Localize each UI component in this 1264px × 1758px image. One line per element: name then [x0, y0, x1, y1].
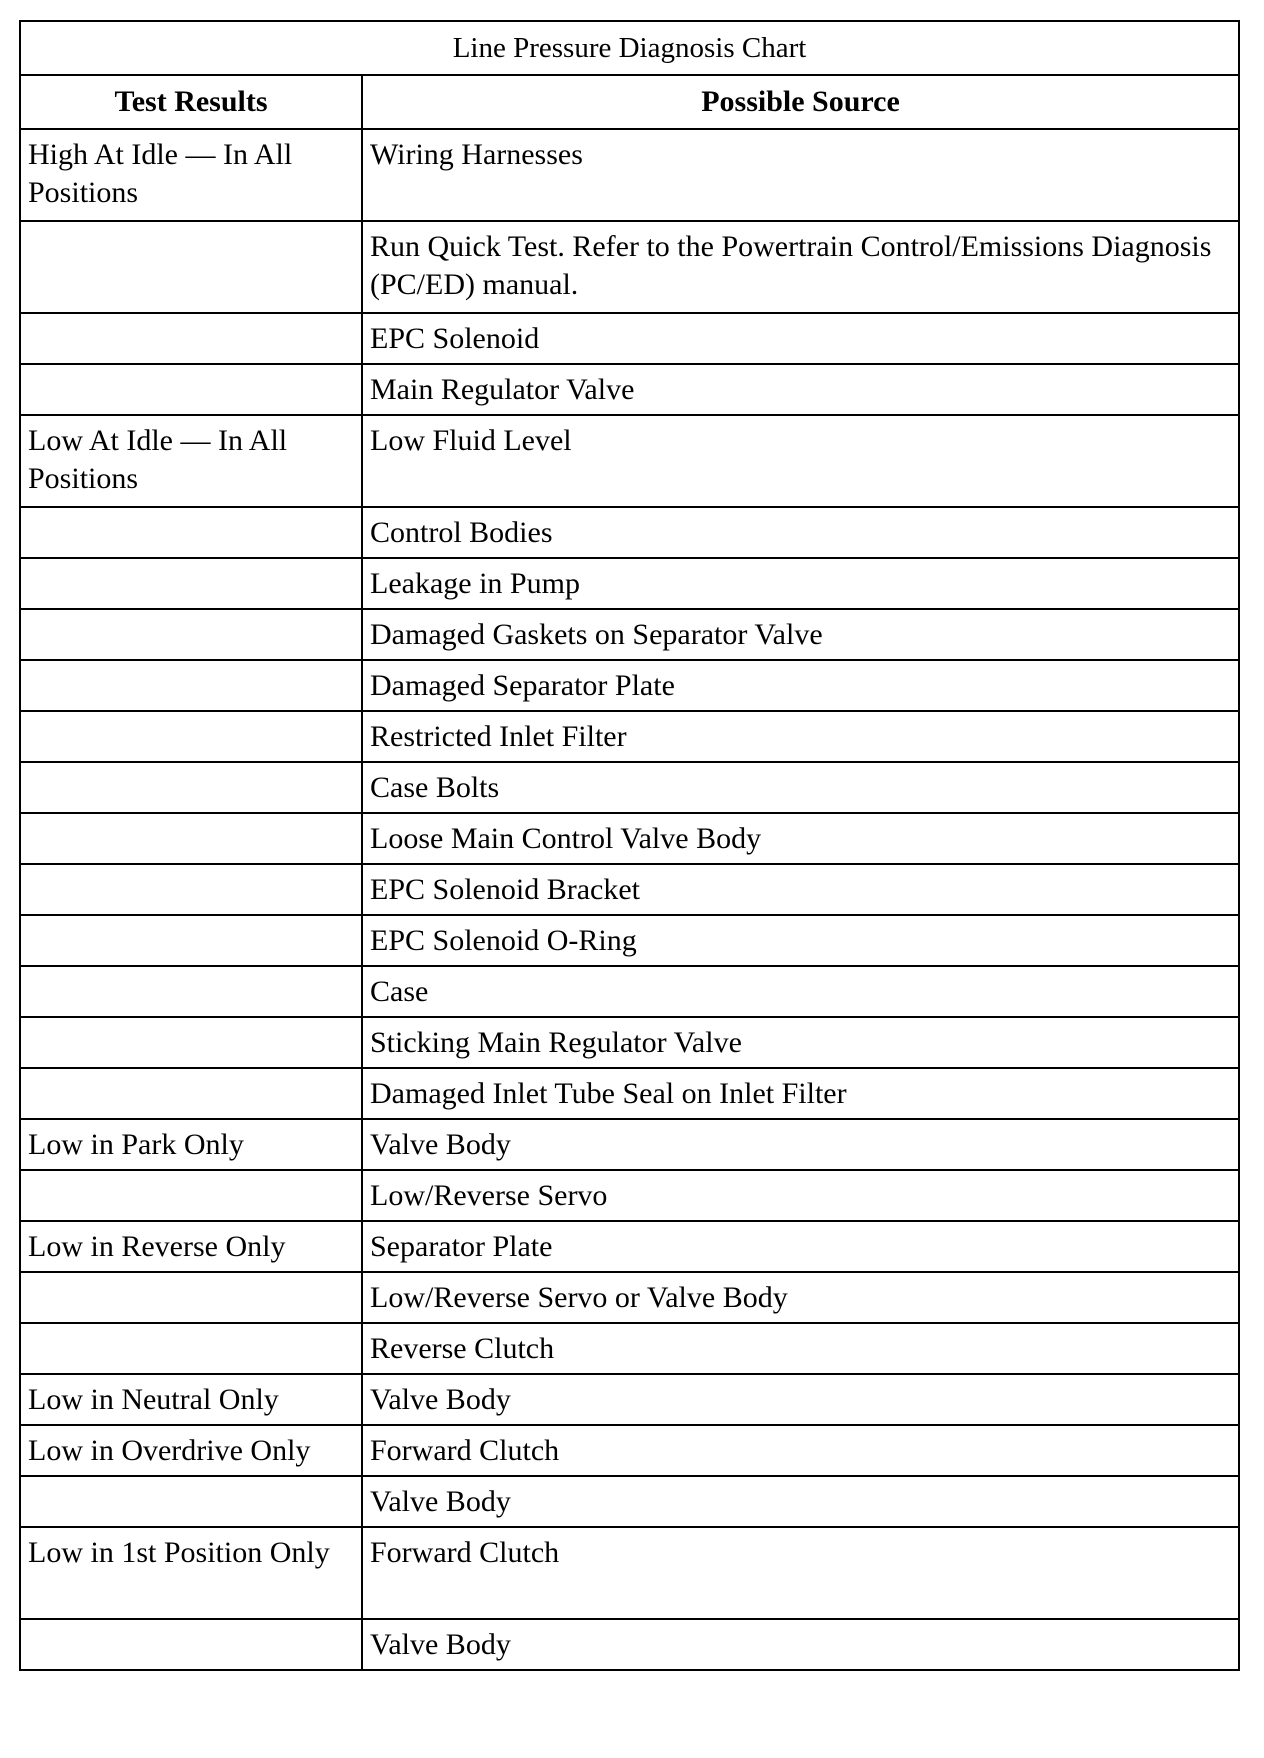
test-result-cell: [20, 762, 362, 813]
possible-source-cell: Case: [362, 966, 1239, 1017]
possible-source-cell: EPC Solenoid: [362, 313, 1239, 364]
possible-source-cell: Valve Body: [362, 1374, 1239, 1425]
test-result-cell: Low in Neutral Only: [20, 1374, 362, 1425]
table-row: [20, 711, 1239, 762]
test-result-cell: [20, 1476, 362, 1527]
possible-source-cell: Reverse Clutch: [362, 1323, 1239, 1374]
test-result-cell: [20, 221, 362, 313]
table-row: [20, 1272, 1239, 1323]
possible-source-cell: Case Bolts: [362, 762, 1239, 813]
table-row: [20, 507, 1239, 558]
possible-source-cell: Sticking Main Regulator Valve: [362, 1017, 1239, 1068]
table-row: [20, 129, 1239, 221]
test-result-cell: Low in Park Only: [20, 1119, 362, 1170]
table-row: [20, 558, 1239, 609]
test-result-cell: Low in Overdrive Only: [20, 1425, 362, 1476]
column-header-possible-source: Possible Source: [362, 75, 1239, 129]
test-result-cell: [20, 711, 362, 762]
table-row: [20, 415, 1239, 507]
table-row: [20, 660, 1239, 711]
possible-source-cell: Separator Plate: [362, 1221, 1239, 1272]
table-row: [20, 1476, 1239, 1527]
possible-source-cell: Run Quick Test. Refer to the Powertrain Control/Emissions Diagnosis (PC/ED) manual.: [362, 221, 1239, 313]
test-result-cell: [20, 966, 362, 1017]
table-caption: Line Pressure Diagnosis Chart: [20, 21, 1239, 75]
table-row: [20, 1017, 1239, 1068]
test-result-cell: Low At Idle — In All Positions: [20, 415, 362, 507]
test-result-cell: [20, 1170, 362, 1221]
possible-source-cell: Wiring Harnesses: [362, 129, 1239, 221]
table-row: [20, 1170, 1239, 1221]
test-result-cell: [20, 364, 362, 415]
table-row: [20, 813, 1239, 864]
possible-source-cell: Valve Body: [362, 1119, 1239, 1170]
test-result-cell: Low in 1st Position Only: [20, 1527, 362, 1619]
test-result-cell: High At Idle — In All Positions: [20, 129, 362, 221]
possible-source-cell: Valve Body: [362, 1619, 1239, 1670]
possible-source-cell: Damaged Gaskets on Separator Valve: [362, 609, 1239, 660]
line-pressure-diagnosis-table: [19, 20, 1240, 1671]
table-row: [20, 966, 1239, 1017]
possible-source-cell: Damaged Separator Plate: [362, 660, 1239, 711]
table-row: [20, 364, 1239, 415]
table-row: [20, 1425, 1239, 1476]
table-row: [20, 313, 1239, 364]
column-header-test-results: Test Results: [20, 75, 362, 129]
possible-source-cell: Leakage in Pump: [362, 558, 1239, 609]
test-result-cell: [20, 1068, 362, 1119]
table-row: [20, 221, 1239, 313]
table-row: [20, 1374, 1239, 1425]
table-row: [20, 864, 1239, 915]
possible-source-cell: Damaged Inlet Tube Seal on Inlet Filter: [362, 1068, 1239, 1119]
table-row: [20, 1619, 1239, 1670]
table-row: [20, 915, 1239, 966]
table-row: [20, 762, 1239, 813]
test-result-cell: [20, 507, 362, 558]
test-result-cell: [20, 558, 362, 609]
table-body: [20, 129, 1239, 1670]
table-row: [20, 1119, 1239, 1170]
test-result-cell: [20, 1017, 362, 1068]
test-result-cell: [20, 1619, 362, 1670]
table-row: [20, 1527, 1239, 1619]
possible-source-cell: Forward Clutch: [362, 1527, 1239, 1619]
possible-source-cell: Forward Clutch: [362, 1425, 1239, 1476]
possible-source-cell: Low/Reverse Servo or Valve Body: [362, 1272, 1239, 1323]
table-row: [20, 1323, 1239, 1374]
test-result-cell: [20, 864, 362, 915]
test-result-cell: [20, 1323, 362, 1374]
table-row: [20, 1221, 1239, 1272]
test-result-cell: [20, 915, 362, 966]
test-result-cell: [20, 313, 362, 364]
test-result-cell: [20, 813, 362, 864]
possible-source-cell: Low/Reverse Servo: [362, 1170, 1239, 1221]
test-result-cell: [20, 1272, 362, 1323]
test-result-cell: Low in Reverse Only: [20, 1221, 362, 1272]
possible-source-cell: Valve Body: [362, 1476, 1239, 1527]
possible-source-cell: Low Fluid Level: [362, 415, 1239, 507]
table-row: [20, 609, 1239, 660]
possible-source-cell: Loose Main Control Valve Body: [362, 813, 1239, 864]
possible-source-cell: Main Regulator Valve: [362, 364, 1239, 415]
possible-source-cell: EPC Solenoid O-Ring: [362, 915, 1239, 966]
test-result-cell: [20, 660, 362, 711]
caption-row: [20, 21, 1239, 75]
possible-source-cell: Restricted Inlet Filter: [362, 711, 1239, 762]
possible-source-cell: Control Bodies: [362, 507, 1239, 558]
header-row: [20, 75, 1239, 129]
table-row: [20, 1068, 1239, 1119]
test-result-cell: [20, 609, 362, 660]
possible-source-cell: EPC Solenoid Bracket: [362, 864, 1239, 915]
